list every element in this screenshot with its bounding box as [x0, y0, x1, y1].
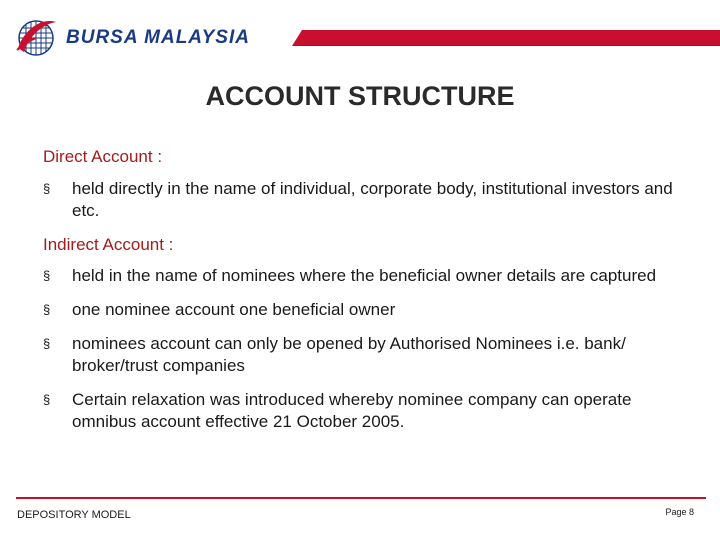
- header-red-bar: [292, 30, 720, 46]
- slide-title: ACCOUNT STRUCTURE: [205, 81, 515, 111]
- bullet-marker-icon: §: [43, 392, 51, 407]
- bullet-text: Certain relaxation was introduced whereby nominee company can operate omnibus account effective 21 October 2005.: [72, 390, 632, 431]
- bullet-text: held directly in the name of individual, corporate body, institutional investors and etc.: [72, 179, 673, 220]
- logo-word-malaysia: MALAYSIA: [144, 27, 250, 48]
- bursa-malaysia-wordmark: [66, 27, 250, 49]
- list-item: [43, 389, 693, 433]
- bursa-globe-logo-icon: [14, 14, 60, 60]
- footer-section-label: DEPOSITORY MODEL: [17, 509, 131, 521]
- bullet-marker-icon: §: [43, 268, 51, 283]
- bullet-marker-icon: §: [43, 181, 51, 196]
- bullet-marker-icon: §: [43, 302, 51, 317]
- logo-word-bursa: BURSA: [66, 27, 138, 48]
- header: [0, 0, 720, 66]
- slide-body: [43, 147, 693, 445]
- list-item: [43, 178, 693, 222]
- list-item: [43, 299, 693, 321]
- bullet-text: held in the name of nominees where the beneficial owner details are captured: [72, 266, 657, 285]
- bullet-text: one nominee account one beneficial owner: [72, 300, 396, 319]
- page-number: Page 8: [665, 507, 694, 517]
- list-item: [43, 333, 693, 377]
- bullet-text: nominees account can only be opened by Authorised Nominees i.e. bank/ broker/trust companies: [72, 334, 626, 375]
- bullet-marker-icon: §: [43, 336, 51, 351]
- indirect-account-heading: Indirect Account :: [43, 235, 174, 254]
- direct-account-heading: Direct Account :: [43, 147, 163, 166]
- list-item: [43, 265, 693, 287]
- footer-divider: [16, 497, 706, 499]
